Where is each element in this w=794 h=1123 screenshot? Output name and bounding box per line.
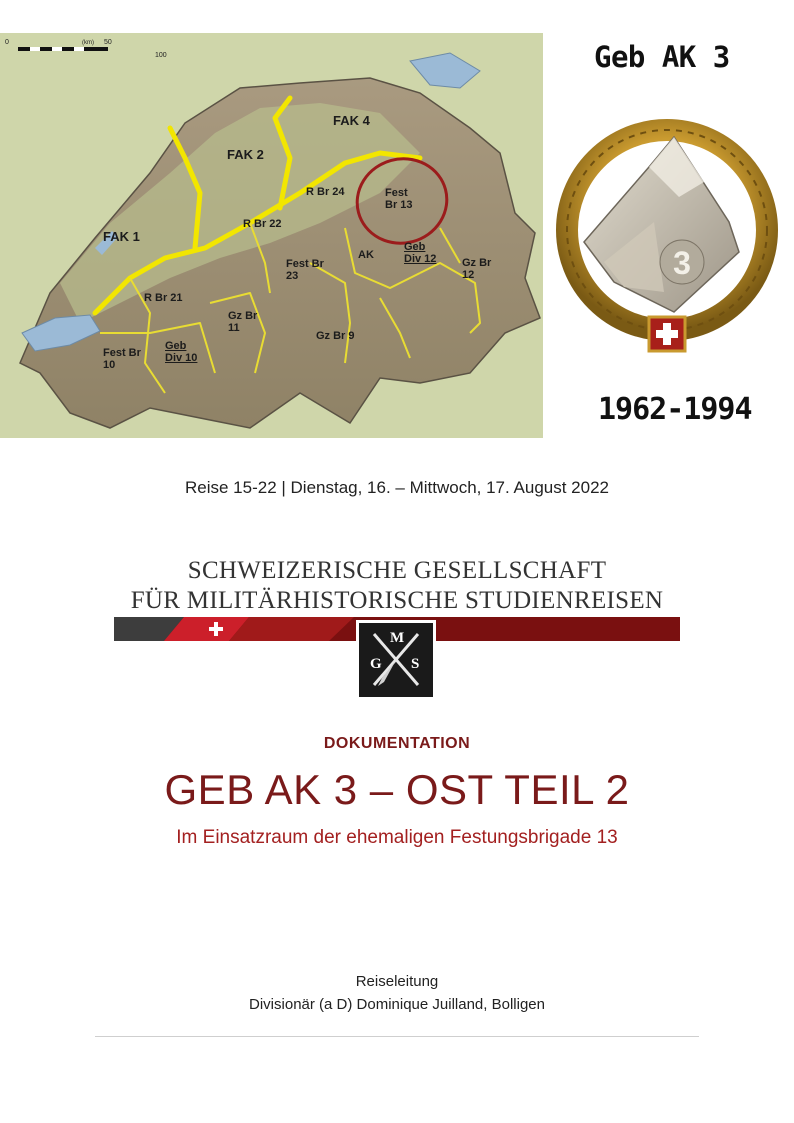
- label-rbr21: R Br 21: [144, 292, 183, 304]
- label-rbr22: R Br 22: [243, 218, 282, 230]
- label-gzbr11: Gz Br 11: [228, 310, 258, 334]
- label-fak1: FAK 1: [103, 229, 140, 244]
- scale-100: 100: [155, 52, 167, 59]
- label-gzbr12: Gz Br 12: [462, 257, 492, 281]
- label-gebdiv10: Geb Div 10: [165, 340, 198, 364]
- label-gzbr9: Gz Br 9: [316, 330, 355, 342]
- label-festbr10: Fest Br 10: [103, 347, 141, 371]
- document-subtitle: Im Einsatzraum der ehemaligen Festungsbrigade 13: [176, 827, 618, 848]
- footer-divider: [95, 1036, 699, 1037]
- leadership-label: Reiseleitung: [355, 973, 439, 990]
- leadership-name: Divisionär (a D) Dominique Juilland, Bolligen: [249, 996, 545, 1013]
- society-name: [114, 556, 680, 616]
- trip-info: Reise 15-22 | Dienstag, 16. – Mittwoch, 17. August 2022: [184, 478, 609, 497]
- corps-badge: [554, 112, 784, 372]
- label-ak: AK: [358, 249, 374, 261]
- label-fak2: FAK 2: [227, 147, 264, 162]
- scale-zero: 0: [5, 39, 9, 46]
- society-line-1: SCHWEIZERISCHE GESELLSCHAFT: [187, 557, 607, 584]
- society-line-2: FÜR MILITÄRHISTORISCHE STUDIENREISEN: [130, 587, 664, 614]
- label-rbr24: R Br 24: [306, 186, 345, 198]
- emblem-letter-g: G: [370, 656, 382, 672]
- scale-50: 50: [104, 39, 112, 46]
- document-kicker: DOKUMENTATION: [323, 735, 471, 752]
- scale-unit: (km): [82, 40, 94, 46]
- emblem-letter-m: M: [390, 630, 405, 646]
- badge-number: 3: [673, 245, 691, 281]
- corps-title: Geb AK 3: [594, 40, 730, 74]
- label-festbr13: Fest Br 13: [385, 187, 413, 211]
- label-gebdiv12: Geb Div 12: [404, 241, 437, 265]
- label-fak4: FAK 4: [333, 113, 370, 128]
- years-range: 1962-1994: [598, 392, 752, 427]
- document-title: GEB AK 3 – OST TEIL 2: [164, 766, 630, 813]
- switzerland-relief-map: [0, 33, 543, 438]
- emblem-letter-s: S: [411, 656, 420, 672]
- label-festbr23: Fest Br 23: [286, 258, 324, 282]
- gms-emblem: [356, 620, 436, 700]
